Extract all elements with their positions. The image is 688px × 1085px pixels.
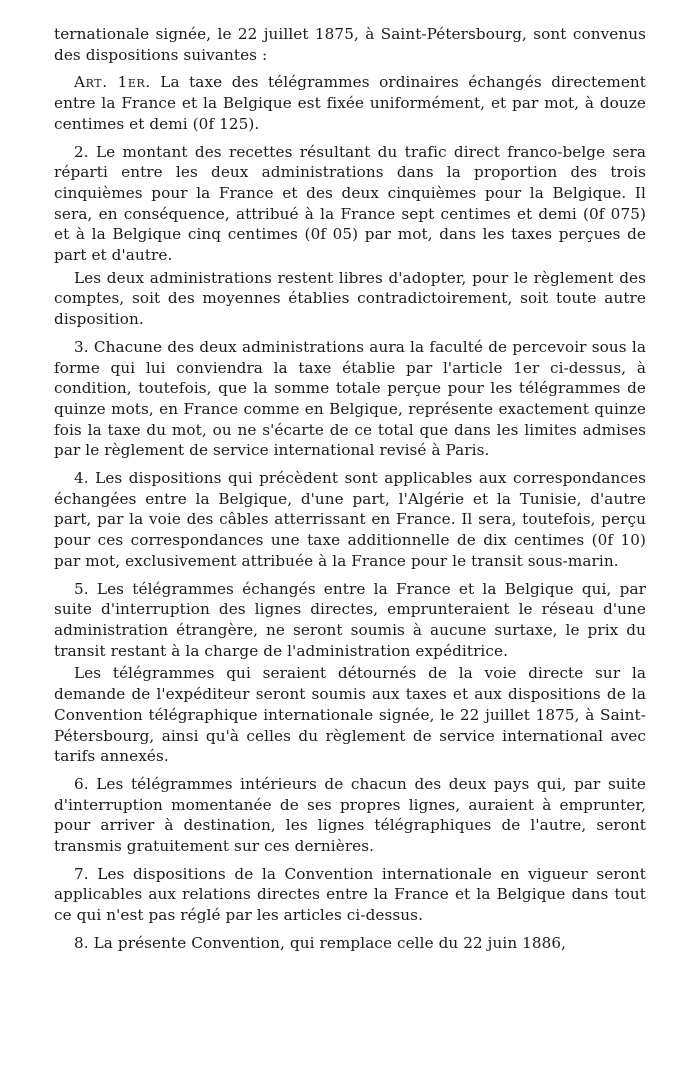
document-page (54, 24, 646, 961)
article-1-text: La taxe des télégrammes ordinaires échangés directement entre la France et la Belgique est fixée uniformément, et par mot, à douze centimes et demi (0f 125). (54, 73, 646, 133)
article-5-continuation-paragraph: Les télégrammes qui seraient détournés de la voie directe sur la demande de l'expéditeur seront soumis aux taxes et aux dispositions de la Convention télégraphique internationale signée, le 22 juillet 1875, à Saint-Pétersbourg, ainsi qu'à celles du règlement de service international avec tarifs annexés. (54, 664, 646, 766)
article-3-paragraph: 3. Chacune des deux administrations aura la faculté de percevoir sous la forme qui lui conviendra la taxe établie par l'article 1er ci-dessus, à condition, toutefois, que la somme totale perçue pour les télégrammes de quinze mots, en France comme en Belgique, représente exactement quinze fois la taxe du mot, ou ne s'écarte de ce total que dans les limites admises par le règlement de service international revisé à Paris. (54, 337, 646, 460)
intro-paragraph: ternationale signée, le 22 juillet 1875, à Saint-Pétersbourg, sont convenus des dispositions suivantes : (54, 25, 646, 64)
article-1-paragraph (54, 72, 646, 134)
article-1-label: Art. 1er. (74, 73, 151, 92)
article-4-paragraph: 4. Les dispositions qui précèdent sont applicables aux correspondances échangées entre la Belgique, d'une part, l'Algérie et la Tunisie, d'autre part, par la voie des câbles atterrissant en France. Il sera, toutefois, perçu pour ces correspondances une taxe additionnelle de dix centimes (0f 10) par mot, exclusivement attribuée à la France pour le transit sous-marin. (54, 469, 646, 570)
article-6-paragraph: 6. Les télégrammes intérieurs de chacun des deux pays qui, par suite d'interruption momentanée de ses propres lignes, auraient à emprunter, pour arriver à destination, les lignes télégraphiques de l'autre, seront transmis gratuitement sur ces dernières. (54, 774, 646, 856)
article-8-paragraph: 8. La présente Convention, qui remplace celle du 22 juin 1886, (74, 933, 567, 952)
article-7-paragraph: 7. Les dispositions de la Convention internationale en vigueur seront applicables aux relations directes entre la France et la Belgique dans tout ce qui n'est pas réglé par les articles ci-dessus. (54, 864, 646, 925)
article-2-paragraph: 2. Le montant des recettes résultant du trafic direct franco-belge sera réparti entre les deux administrations dans la proportion des trois cinquièmes pour la France et des deux cinquièmes pour la Belgique. Il sera, en conséquence, attribué à la France sept centimes et demi (0f 075) et à la Belgique cinq centimes (0f 05) par mot, dans les taxes perçues de part et d'autre. (54, 142, 646, 265)
article-5-paragraph: 5. Les télégrammes échangés entre la France et la Belgique qui, par suite d'interruption des lignes directes, emprunteraient le réseau d'une administration étrangère, ne seront soumis à aucune surtaxe, le prix du transit restant à la charge de l'administration expéditrice. (54, 579, 646, 660)
article-2-continuation-paragraph: Les deux administrations restent libres d'adopter, pour le règlement des comptes, soit des moyennes établies contradictoirement, soit toute autre disposition. (54, 268, 646, 329)
